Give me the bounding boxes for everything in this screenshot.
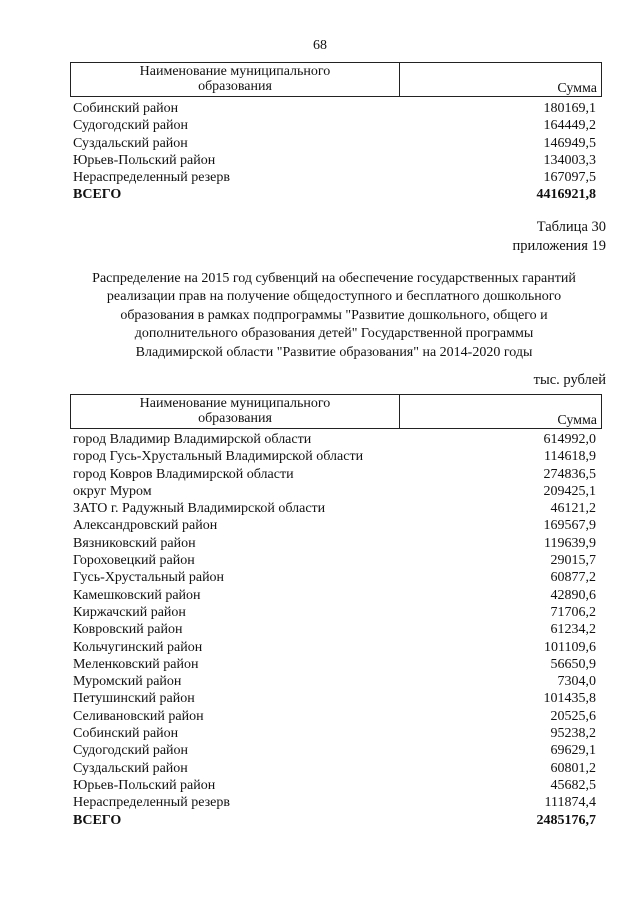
row-name: Петушинский район (73, 691, 195, 707)
table-row (70, 135, 602, 152)
row-value: 42890,6 (550, 587, 596, 603)
heading-line: реализации прав на получение общедоступного и бесплатного дошкольного (106, 289, 562, 305)
header-name-text: Наименование муниципального образования (139, 396, 331, 426)
table-header (70, 394, 602, 429)
row-value: 614992,0 (543, 432, 596, 447)
row-value: 56650,9 (550, 656, 596, 672)
row-value: 134003,3 (543, 152, 596, 168)
row-name: Суздальский район (73, 760, 188, 776)
row-value: 29015,7 (550, 553, 596, 569)
table-label (513, 218, 606, 256)
table-row (70, 466, 602, 483)
row-value: 95238,2 (550, 726, 596, 742)
row-value: 20525,6 (550, 708, 596, 724)
row-name: город Ковров Владимирской области (73, 466, 294, 482)
row-name: Суздальский район (73, 135, 188, 151)
table-number: Таблица 30 (536, 219, 606, 235)
row-name: Камешковский район (73, 587, 201, 603)
row-value: 114618,9 (544, 449, 596, 465)
row-name: Гусь-Хрустальный район (73, 570, 225, 586)
table-row (70, 656, 602, 673)
row-value: 46121,2 (550, 501, 596, 517)
row-name: Муромский район (73, 674, 182, 690)
table-row (70, 152, 602, 169)
table-row (70, 552, 602, 569)
table-row (70, 169, 602, 186)
budget-table-continuation (70, 62, 602, 204)
row-value: 60801,2 (550, 760, 596, 776)
row-name: Селивановский район (73, 708, 204, 724)
header-sum-column: Сумма (557, 413, 597, 428)
row-name: округ Муром (73, 483, 152, 499)
row-name: Судогодский район (73, 743, 189, 759)
row-name: Ковровский район (73, 622, 183, 638)
row-value: 101109,6 (544, 639, 596, 655)
row-value: 209425,1 (543, 483, 596, 499)
table-row (70, 100, 602, 117)
row-name: Нераспределенный резерв (73, 170, 230, 186)
subvention-distribution-table (70, 394, 602, 829)
table-rows (70, 100, 602, 204)
total-row (70, 812, 602, 829)
table-row (70, 587, 602, 604)
table-row (70, 777, 602, 794)
header-name-column (71, 64, 399, 94)
table-header (70, 62, 602, 97)
table-row (70, 517, 602, 534)
total-label: ВСЕГО (73, 812, 122, 828)
table-row (70, 708, 602, 725)
row-value: 169567,9 (543, 518, 596, 534)
row-value: 60877,2 (550, 570, 596, 586)
row-value: 69629,1 (550, 743, 596, 759)
total-value: 4416921,8 (536, 187, 596, 203)
row-name: Гороховецкий район (73, 553, 195, 569)
row-name: город Владимир Владимирской области (73, 432, 312, 447)
row-name: Кольчугинский район (73, 639, 203, 655)
total-label: ВСЕГО (73, 187, 122, 203)
row-name: Вязниковский район (73, 535, 196, 551)
table-heading (60, 270, 608, 362)
row-value: 164449,2 (543, 118, 596, 134)
row-name: Нераспределенный резерв (73, 795, 230, 811)
row-name: Собинский район (73, 726, 179, 742)
table-rows (70, 431, 602, 829)
row-name: Меленковский район (73, 656, 199, 672)
table-row (70, 604, 602, 621)
table-row (70, 760, 602, 777)
header-sum-column: Сумма (557, 81, 597, 96)
appendix-reference: приложения 19 (512, 238, 606, 254)
total-row (70, 186, 602, 203)
table-row (70, 742, 602, 759)
table-row (70, 448, 602, 465)
heading-line: Владимирской области "Развитие образования" на 2014-2020 годы (135, 344, 533, 360)
row-value: 101435,8 (543, 691, 596, 707)
table-row (70, 117, 602, 134)
row-value: 146949,5 (543, 135, 596, 151)
header-name-text: Наименование муниципального образования (139, 64, 331, 94)
row-name: Судогодский район (73, 118, 189, 134)
row-name: Александровский район (73, 518, 218, 534)
table-row (70, 483, 602, 500)
row-name: Киржачский район (73, 604, 186, 620)
heading-line: образования в рамках подпрограммы "Развитие дошкольного, общего и (120, 307, 548, 323)
units-label: тыс. рублей (533, 372, 606, 388)
table-row (70, 621, 602, 638)
row-name: Юрьев-Польский район (73, 777, 216, 793)
column-separator (399, 63, 400, 96)
table-row (70, 431, 602, 448)
heading-line: дополнительного образования детей" Государственной программы (134, 326, 534, 342)
column-separator (399, 395, 400, 428)
row-value: 61234,2 (550, 622, 596, 638)
row-value: 274836,5 (543, 466, 596, 482)
row-value: 7304,0 (557, 674, 596, 690)
row-value: 71706,2 (550, 604, 596, 620)
row-name: город Гусь-Хрустальный Владимирской области (73, 449, 364, 465)
table-row (70, 794, 602, 811)
total-value: 2485176,7 (536, 812, 596, 828)
row-value: 119639,9 (544, 535, 596, 551)
row-value: 180169,1 (543, 101, 596, 116)
row-value: 167097,5 (543, 170, 596, 186)
heading-line: Распределение на 2015 год субвенций на обеспечение государственных гарантий (92, 271, 576, 286)
table-row (70, 500, 602, 517)
row-name: Юрьев-Польский район (73, 152, 216, 168)
row-value: 111874,4 (544, 795, 596, 811)
header-name-column (71, 396, 399, 426)
table-row (70, 535, 602, 552)
page-number: 68 (313, 38, 327, 53)
table-row (70, 569, 602, 586)
table-row (70, 639, 602, 656)
row-value: 45682,5 (550, 777, 596, 793)
table-row (70, 725, 602, 742)
table-row (70, 690, 602, 707)
row-name: ЗАТО г. Радужный Владимирской области (73, 501, 326, 517)
table-row (70, 673, 602, 690)
row-name: Собинский район (73, 101, 179, 116)
